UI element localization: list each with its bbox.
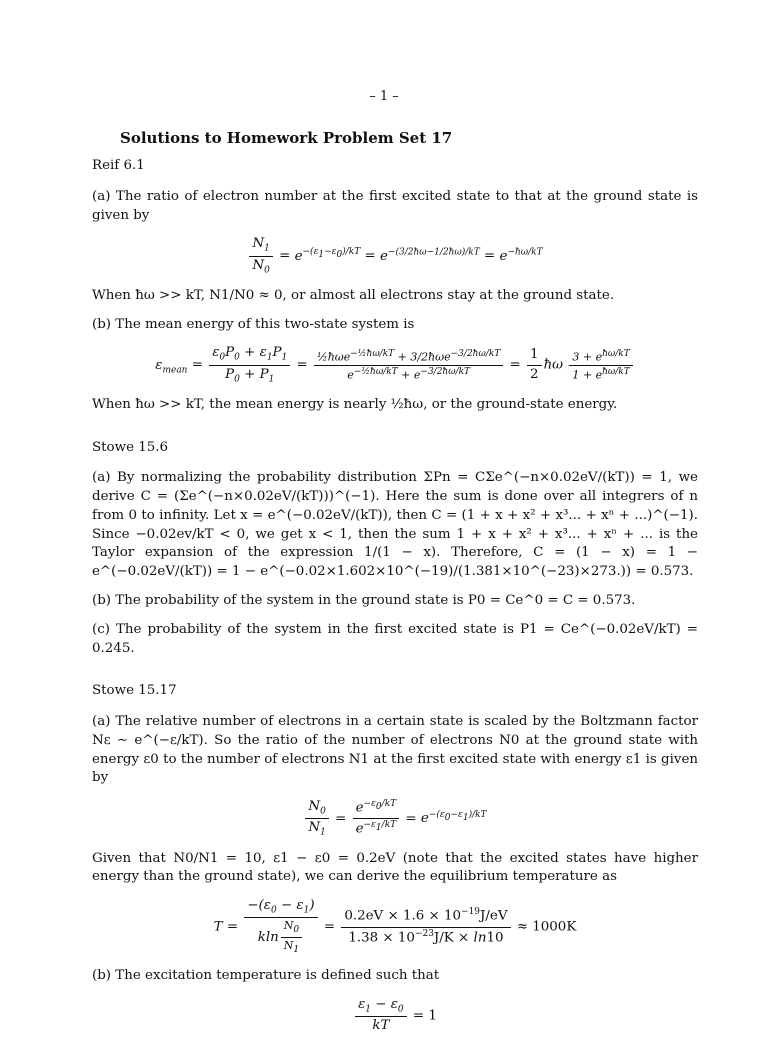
equation: T = $-(\varepsilon_0 - \varepsilon_1)$ kln $\frac{N_0}{N_1}$ = $\frac{0.2eV \times 1.6 \times 10^{-19}J/eV}{1.38 \times 10^{-23}J/K \times \ln 10}$ ≈ 1000K	[213, 898, 577, 956]
paragraph: (b) The mean energy of this two-state system is	[92, 316, 415, 332]
paragraph: (a) By normalizing the probability distribution ΣPn = CΣe^(−n×0.02eV/(kT)) = 1, we derive C = (Σe^(−n×0.02eV/(kT)))^(−1). Here the sum is done over all integrers of n from 0 to infinity. Let x = e^(−0.02eV/(kT)), then C = (1 + x + x² + x³... + xⁿ + ...)^(−1). Since −0.02ev/kT < 0, we get x < 1, then the sum 1 + x + x² + x³... + xⁿ + ... is the Taylor expansion of the expression 1/(1 − x). Therefore, C = (1 − x) = 1 − e^(−0.02eV/(kT)) = 1 − e^(−0.02×1.602×10^(−19)/(1.381×10^(−23)×273.)) = 0.573.	[92, 470, 698, 580]
paragraph: When ħω >> kT, N1/N0 ≈ 0, or almost all electrons stay at the ground state.	[92, 287, 615, 303]
paragraph: When ħω >> kT, the mean energy is nearly ½ħω, or the ground-state energy.	[92, 396, 618, 412]
equation: $\frac{N_1}{N_0}$ = $e^{-(\varepsilon_1-\varepsilon_0)/kT} = e^{-(3/2ħ\omega-1/2ħ\omega)/kT} = e^{-ħ\omega/kT}$	[92, 235, 698, 277]
paragraph: Given that N0/N1 = 10, ε1 − ε0 = 0.2eV (note that the excited states have higher energy than the ground state), we can derive the equilibrium temperature as	[92, 850, 698, 885]
equation: $\varepsilon_{mean}$ = $\frac{\varepsilon_0P_0 + \varepsilon_1P_1}{P_0 + P_1}$ = $\frac{\frac{1}{2}ħ\omega e^{-\frac{1}{2}ħ\omega/kT} + 3/2ħ\omega e^{-3/2ħ\omega/kT}}{e^{-\frac{1}{2}ħ\omega/kT} + e^{-3/2ħ\omega/kT}}$ = $\frac{1}{2}$ ħω $\frac{3 + e^{ħ\omega/kT}}{1 + e^{ħ\omega/kT}}$	[92, 344, 698, 386]
paragraph: (a) The relative number of electrons in a certain state is scaled by the Boltzmann factor Nε ∼ e^(−ε/kT). So the ratio of the number of electrons N0 at the ground state with energy ε0 to the number of electrons N1 at the first excited state with energy ε1 is given by	[92, 714, 698, 786]
equation: $\frac{\varepsilon_1 - \varepsilon_0}{kT}$ = 1	[92, 996, 698, 1036]
page-title: Solutions to Homework Problem Set 17	[120, 129, 453, 147]
page-number: – 1 –	[369, 89, 399, 104]
section-heading: Stowe 15.17	[92, 683, 177, 699]
paragraph: (a) The ratio of electron number at the first excited state to that at the ground state is given by	[92, 188, 698, 223]
section-heading: Reif 6.1	[92, 158, 145, 173]
paragraph: (b) The probability of the system in the ground state is P0 = Ce^0 = C = 0.573.	[92, 593, 636, 609]
document-body	[92, 128, 698, 1046]
paragraph: (b) The excitation temperature is defined such that	[92, 968, 440, 984]
paragraph: (c) The probability of the system in the first excited state is P1 = Ce^(−0.02eV/kT) = 0.245.	[92, 621, 698, 656]
section-heading: Stowe 15.6	[92, 439, 169, 455]
equation: $\frac{N_0}{N_1}$ = $\frac{e^{-\varepsilon_0/kT}}{e^{-\varepsilon_1/kT}}$ = $e^{-(\varepsilon_0-\varepsilon_1)/kT}$	[92, 798, 698, 840]
